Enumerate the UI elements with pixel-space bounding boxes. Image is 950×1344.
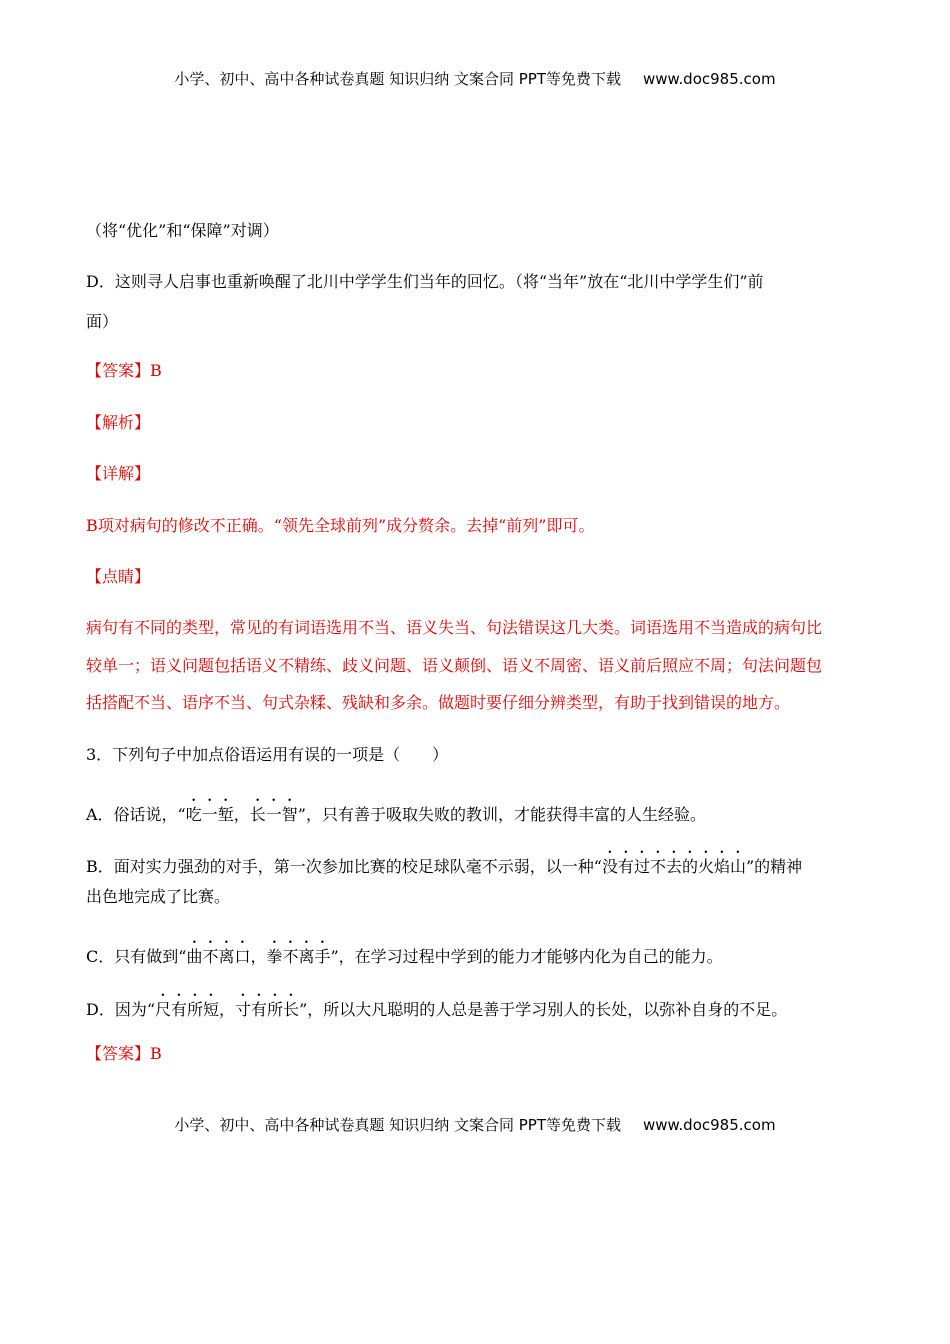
option-b-line1 [86, 848, 802, 878]
option-c-prefix: C．只有做到“ [86, 947, 187, 966]
answer-label-q3: 【答案】B [86, 1044, 162, 1063]
page-header [0, 68, 950, 89]
tip-line-2: 较单一；语义问题包括语义不精练、歧义问题、语义颠倒、语义不周密、语义前后照应不周；句法问题包 [86, 656, 823, 675]
detail-label: 【详解】 [86, 464, 151, 483]
footer-url[interactable]: www.doc985.com [642, 1116, 776, 1134]
option-c [86, 938, 723, 968]
tip-label: 【点睛】 [86, 567, 151, 586]
proverb-emphasis: 寸有所长 [235, 1000, 300, 1019]
option-d [86, 991, 787, 1021]
proverb-emphasis: 吃一堑 [185, 805, 234, 824]
option-b-suffix: ”的精神 [745, 857, 803, 876]
analysis-label: 【解析】 [86, 413, 151, 432]
option-a-prefix: A．俗话说，“ [86, 805, 186, 824]
option-a-comma: ， [233, 805, 250, 824]
question-3-stem: 3．下列句子中加点俗语运用有误的一项是（ ） [86, 745, 449, 764]
option-d-prefix: D．因为“ [86, 1000, 156, 1019]
detail-text: B项对病句的修改不正确。“领先全球前列”成分赘余。去掉“前列”即可。 [86, 516, 595, 535]
proverb-emphasis: 尺有所短 [155, 1000, 220, 1019]
option-d-suffix: ”，所以大凡聪明的人总是善于学习别人的长处，以弥补自身的不足。 [299, 1000, 788, 1019]
proverb-emphasis: 没有过不去的火焰山 [601, 857, 746, 876]
option-d-line2: 面） [86, 312, 119, 331]
answer-label: 【答案】B [86, 361, 162, 380]
option-b-prefix: B．面对实力强劲的对手，第一次参加比赛的校足球队毫不示弱，以一种“ [86, 857, 602, 876]
tip-line-3: 括搭配不当、语序不当、句式杂糅、残缺和多余。做题时要仔细分辨类型，有助于找到错误的地方。 [86, 693, 791, 712]
proverb-emphasis: 曲不离口 [186, 947, 251, 966]
page-footer [0, 1114, 950, 1135]
option-c-suffix: ”，在学习过程中学到的能力才能够内化为自己的能力。 [330, 947, 723, 966]
header-url[interactable]: www.doc985.com [642, 70, 776, 88]
option-a [86, 796, 706, 826]
option-a-suffix: ”，只有善于吸取失败的教训，才能获得丰富的人生经验。 [297, 805, 706, 824]
option-d-comma: ， [219, 1000, 236, 1019]
header-text: 小学、初中、高中各种试卷真题 知识归纳 文案合同 PPT等免费下载 [174, 70, 621, 88]
footer-text: 小学、初中、高中各种试卷真题 知识归纳 文案合同 PPT等免费下载 [174, 1116, 621, 1134]
option-c-note: （将“优化”和“保障”对调） [86, 221, 279, 240]
proverb-emphasis: 长一智 [249, 805, 298, 824]
option-d-line1: D．这则寻人启事也重新唤醒了北川中学学生们当年的回忆。（将“当年”放在“北川中学学生们”前 [86, 272, 764, 291]
option-c-comma: ， [250, 947, 267, 966]
option-b-line2: 出色地完成了比赛。 [86, 887, 231, 906]
tip-line-1: 病句有不同的类型，常见的有词语选用不当、语义失当、句法错误这几大类。词语选用不当造成的病句比 [86, 618, 823, 637]
proverb-emphasis: 拳不离手 [266, 947, 331, 966]
